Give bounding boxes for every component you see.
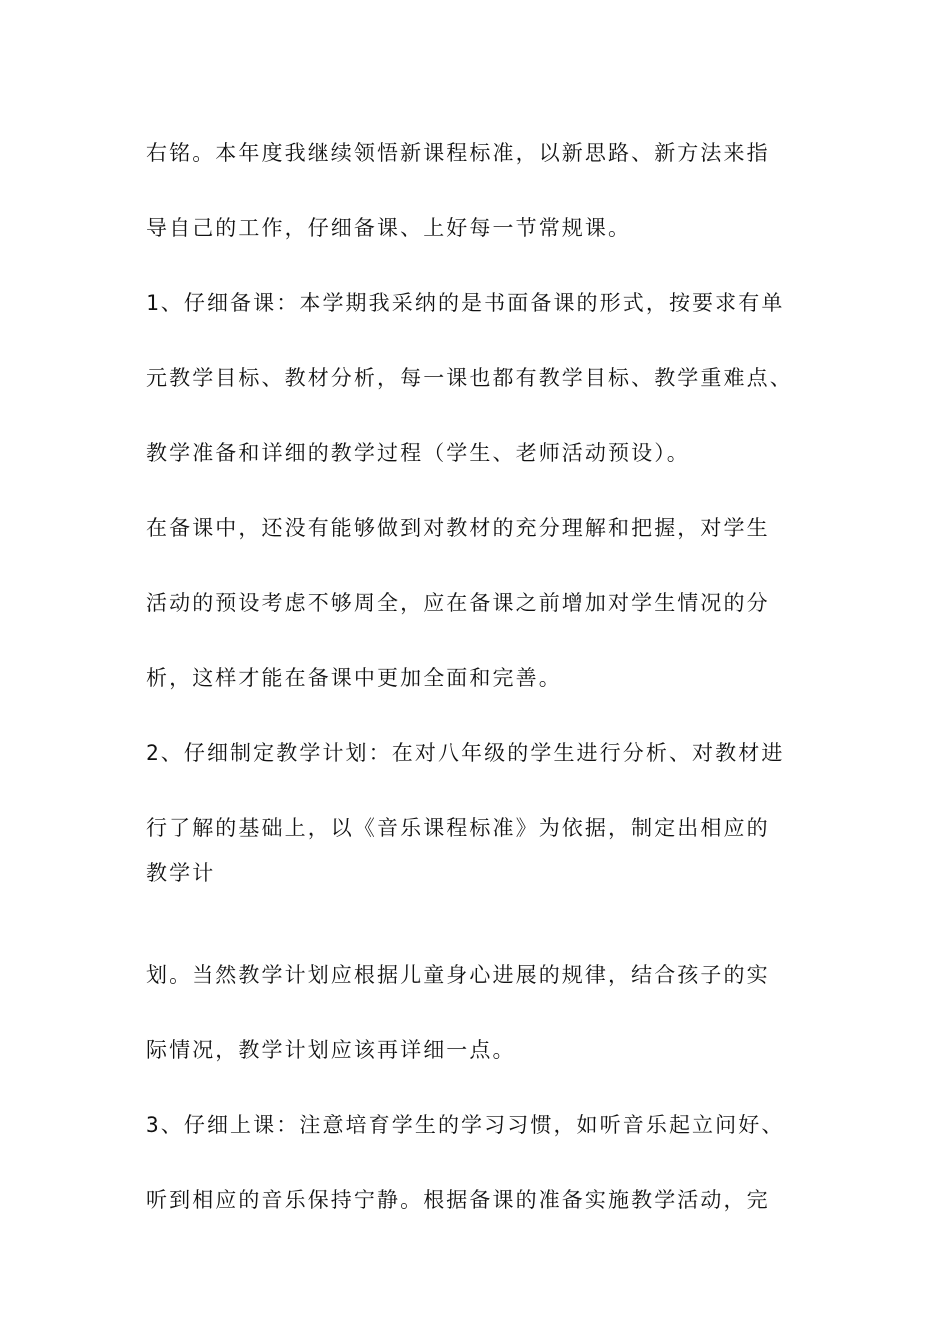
text-line: 教学准备和详细的教学过程（学生、老师活动预设）。: [146, 441, 690, 465]
text-line: 析，这样才能在备课中更加全面和完善。: [146, 666, 562, 690]
text-line: 元教学目标、教材分析，每一课也都有教学目标、教学重难点、: [146, 366, 793, 390]
text-line: 导自己的工作，仔细备课、上好每一节常规课。: [146, 216, 632, 240]
text-line: 划。当然教学计划应根据儿童身心进展的规律，结合孩子的实: [146, 963, 770, 987]
text-line: 1、仔细备课：本学期我采纳的是书面备课的形式，按要求有单: [146, 291, 785, 315]
text-line: 在备课中，还没有能够做到对教材的充分理解和把握，对学生: [146, 516, 770, 540]
text-line: 3、仔细上课：注意培育学生的学习习惯，如听音乐起立问好、: [146, 1113, 785, 1137]
text-line: 右铭。本年度我继续领悟新课程标准，以新思路、新方法来指: [146, 141, 770, 165]
text-line: 2、仔细制定教学计划：在对八年级的学生进行分析、对教材进: [146, 741, 785, 765]
text-line: 教学计: [146, 861, 216, 885]
text-line: 际情况，教学计划应该再详细一点。: [146, 1038, 516, 1062]
text-line: 听到相应的音乐保持宁静。根据备课的准备实施教学活动，完: [146, 1188, 770, 1212]
text-line: 活动的预设考虑不够周全，应在备课之前增加对学生情况的分: [146, 591, 770, 615]
text-line: 行了解的基础上，以《音乐课程标准》为依据，制定出相应的: [146, 816, 770, 840]
